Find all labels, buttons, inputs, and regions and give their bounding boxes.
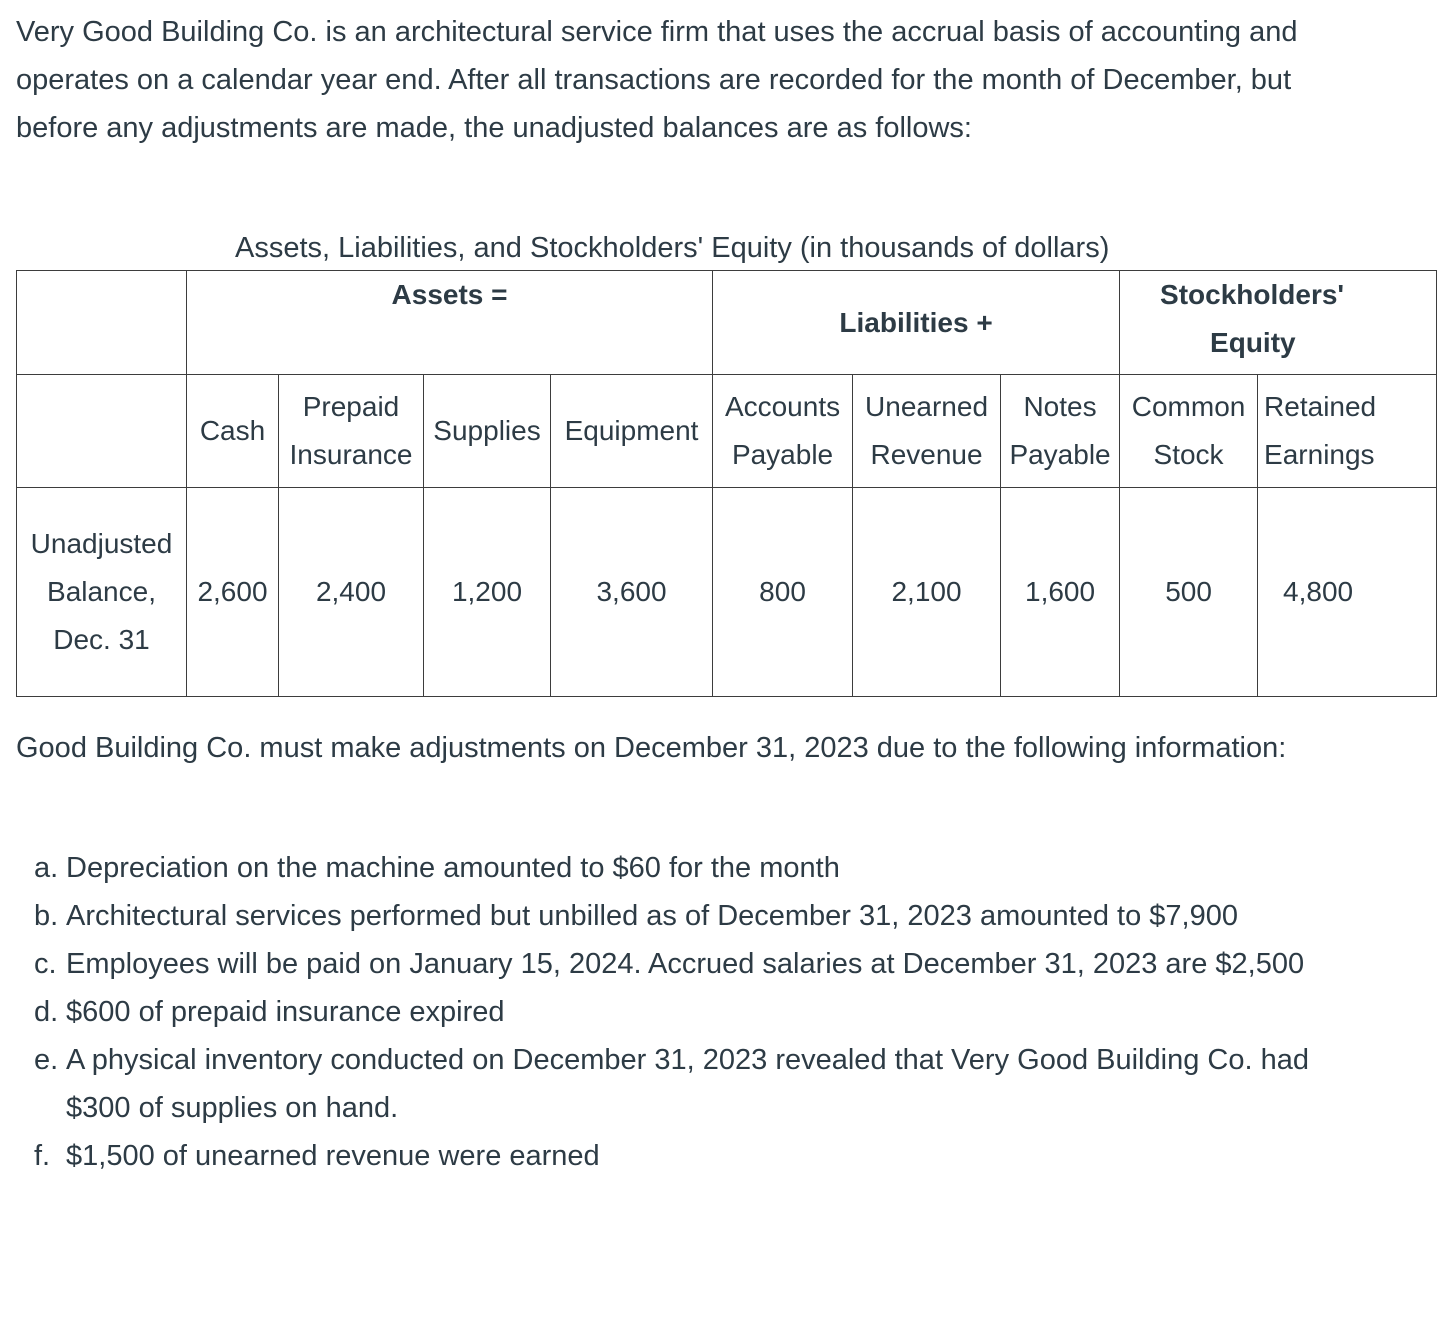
table-row bbox=[17, 488, 1437, 697]
cell-cash: 2,600 bbox=[187, 488, 279, 697]
column-header-row bbox=[17, 375, 1437, 488]
list-item bbox=[34, 1132, 1324, 1180]
group-header-row bbox=[17, 271, 1437, 375]
col-re-line2: Earnings bbox=[1264, 439, 1375, 470]
col-common-stock bbox=[1120, 375, 1258, 488]
col-equipment-label: Equipment bbox=[564, 415, 699, 446]
col-retained-earnings bbox=[1258, 375, 1437, 488]
item-letter: c. bbox=[34, 948, 57, 980]
list-item bbox=[34, 844, 1324, 892]
equity-label-line2: Equity bbox=[1210, 327, 1296, 358]
assets-group-header bbox=[187, 271, 713, 375]
item-text: Employees will be paid on January 15, 2024. Accrued salaries at December 31, 2023 are $2,500 bbox=[66, 948, 1305, 980]
list-item bbox=[34, 988, 1324, 1036]
col-cs-line1: Common bbox=[1131, 391, 1246, 422]
empty-header-cell bbox=[17, 271, 187, 375]
list-item bbox=[34, 1036, 1324, 1132]
col-prepaid-line2: Insurance bbox=[289, 439, 413, 470]
cell-common-stock: 500 bbox=[1120, 488, 1258, 697]
liabilities-label: Liabilities + bbox=[839, 306, 993, 338]
item-letter: e. bbox=[34, 1044, 59, 1076]
item-letter: a. bbox=[34, 852, 59, 884]
intro-paragraph: Very Good Building Co. is an architectural service firm that uses the accrual basis of accounting and operates on a calendar year end. After all transactions are recorded for the month of December, but before any adjustments are made, the unadjusted balances are as follows: bbox=[16, 16, 1298, 144]
col-accounts-payable bbox=[713, 375, 853, 488]
item-letter: f. bbox=[34, 1140, 51, 1172]
adjustments-list bbox=[34, 844, 1324, 1180]
col-prepaid-insurance bbox=[279, 375, 424, 488]
row-label bbox=[17, 488, 187, 697]
assets-label: Assets = bbox=[391, 279, 508, 310]
item-text: $1,500 of unearned revenue were earned bbox=[66, 1140, 600, 1172]
list-item bbox=[34, 892, 1324, 940]
liabilities-group-header bbox=[713, 271, 1120, 375]
item-text: A physical inventory conducted on December 31, 2023 revealed that Very Good Building Co. had $300 of supplies on hand. bbox=[66, 1044, 1309, 1124]
item-text: Architectural services performed but unbilled as of December 31, 2023 amounted to $7,900 bbox=[66, 900, 1238, 932]
cell-accounts-payable: 800 bbox=[713, 488, 853, 697]
empty-header-cell bbox=[17, 375, 187, 488]
row-label-line3: Dec. 31 bbox=[53, 624, 150, 655]
item-text: $600 of prepaid insurance expired bbox=[66, 996, 505, 1028]
equity-label-line1: Stockholders' bbox=[1160, 279, 1345, 310]
col-cash-label: Cash bbox=[199, 415, 266, 446]
equity-group-header bbox=[1120, 271, 1437, 375]
col-unearned-revenue bbox=[853, 375, 1001, 488]
col-np-line2: Payable bbox=[1009, 439, 1111, 470]
cell-prepaid-insurance: 2,400 bbox=[279, 488, 424, 697]
list-item bbox=[34, 940, 1324, 988]
col-re-line1: Retained bbox=[1264, 391, 1377, 422]
cell-supplies: 1,200 bbox=[424, 488, 551, 697]
balance-table-viewport bbox=[16, 270, 1377, 700]
col-cs-line2: Stock bbox=[1153, 439, 1224, 470]
cell-notes-payable: 1,600 bbox=[1001, 488, 1120, 697]
row-label-line1: Unadjusted bbox=[30, 528, 173, 559]
col-notes-payable bbox=[1001, 375, 1120, 488]
cell-unearned-revenue: 2,100 bbox=[853, 488, 1001, 697]
table-caption: Assets, Liabilities, and Stockholders' Equity (in thousands of dollars) bbox=[235, 232, 1110, 264]
col-ap-line2: Payable bbox=[731, 439, 834, 470]
col-ur-line1: Unearned bbox=[865, 391, 989, 422]
col-cash bbox=[187, 375, 279, 488]
adjustments-intro: Good Building Co. must make adjustments on December 31, 2023 due to the following information: bbox=[16, 732, 1287, 764]
item-letter: b. bbox=[34, 900, 59, 932]
col-supplies bbox=[424, 375, 551, 488]
item-letter: d. bbox=[34, 996, 59, 1028]
cell-equipment: 3,600 bbox=[551, 488, 713, 697]
col-equipment bbox=[551, 375, 713, 488]
col-np-line1: Notes bbox=[1023, 391, 1097, 422]
cell-retained-earnings: 4,800 bbox=[1258, 488, 1437, 697]
col-ur-line2: Revenue bbox=[870, 439, 983, 470]
balance-table bbox=[16, 270, 1437, 697]
col-supplies-label: Supplies bbox=[433, 415, 541, 446]
row-label-line2: Balance, bbox=[47, 576, 156, 607]
col-ap-line1: Accounts bbox=[724, 391, 841, 422]
item-text: Depreciation on the machine amounted to $60 for the month bbox=[66, 852, 840, 884]
col-prepaid-line1: Prepaid bbox=[302, 391, 400, 422]
